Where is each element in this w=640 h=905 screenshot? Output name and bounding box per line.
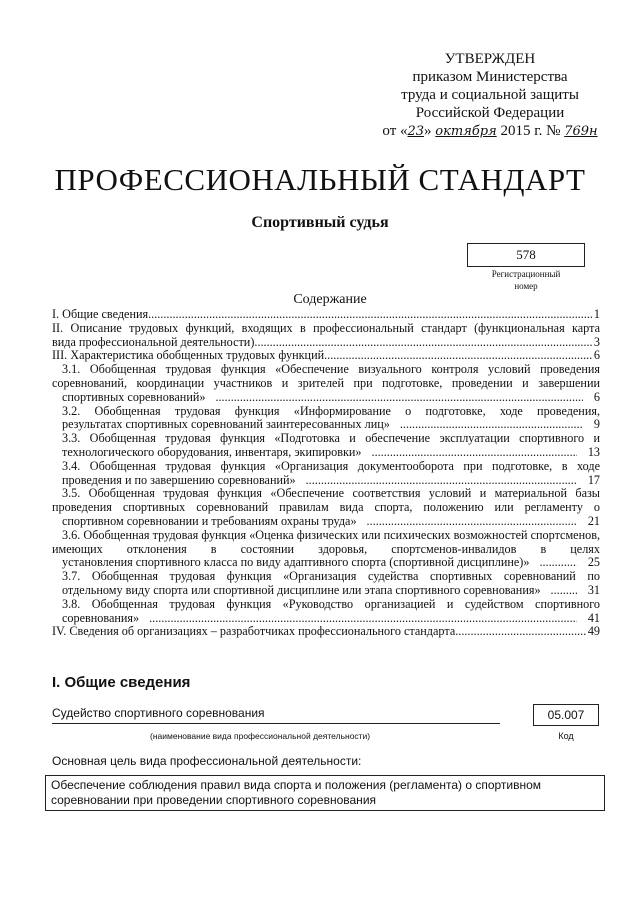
toc-entry[interactable] [52, 625, 600, 639]
approval-line-2: приказом Министерства [412, 69, 568, 85]
toc-leader-dots [541, 584, 577, 598]
toc-entry[interactable] [52, 363, 600, 404]
toc-entry-last-line [52, 308, 600, 322]
toc-leader-dots [390, 418, 583, 432]
toc-entry-title: соревнования» [62, 611, 140, 625]
toc-title: Содержание [293, 292, 367, 307]
toc-entry[interactable] [52, 570, 600, 598]
toc-leader-dots [357, 515, 577, 529]
toc-leader-dots [362, 446, 577, 460]
toc-page-number: 41 [587, 610, 600, 625]
date-month: октября [435, 124, 497, 139]
approval-stamp [360, 50, 620, 141]
toc-page-number: 13 [587, 444, 600, 459]
toc-page-number: 31 [587, 582, 600, 597]
toc-entry-title: вида профессиональной деятельности) [52, 335, 255, 349]
toc-entry-text: 3.4. Обобщенная трудовая функция «Организация документооборота при подготовке, в ходе [62, 458, 600, 473]
toc-entry-title: проведения и по завершению соревнований» [62, 473, 296, 487]
toc-leader-dots [296, 474, 577, 488]
toc-entry-title: отдельному виду спорта или спортивной дисциплине или этапа спортивного соревнования» [62, 583, 541, 597]
toc-entry[interactable] [52, 349, 600, 363]
toc-entry-title: I. Общие сведения [52, 308, 149, 321]
activity-name-label: (наименование вида профессиональной деятельности) [150, 731, 371, 741]
toc-entry-text: 3.8. Обобщенная трудовая функция «Руководство организацией и судейством спортивного [62, 596, 600, 611]
toc-entry-title: результатах спортивных соревнований заинтересованных лиц» [62, 418, 390, 432]
toc-page-number: 3 [593, 334, 600, 349]
toc-entry-title: IV. Сведения об организациях – разработчиках профессионального стандарта [52, 625, 456, 639]
goal-text-box: Обеспечение соблюдения правил вида спорта и положения (регламента) о спортивном соревновании при проведении спортивного соревнования [45, 775, 605, 811]
toc-entry[interactable] [52, 322, 600, 350]
toc-page-number: 21 [587, 513, 600, 528]
toc-entry-last-line [52, 474, 600, 488]
toc-page-number: 49 [587, 624, 600, 639]
activity-code-label: Код [558, 731, 574, 741]
toc-leader-dots [139, 612, 577, 626]
toc-entry-text: 3.1. Обобщенная трудовая функция «Обеспечение визуального контроля условий проведения соревнований, координации участников и зрителей при подготовке, проведении и завершении [52, 362, 600, 390]
date-day: 23 [407, 124, 425, 139]
date-prefix: от « [382, 123, 408, 139]
toc-leader-dots [529, 556, 576, 570]
toc-entry-title: спортивном соревновании и требованиям охраны труда» [62, 514, 357, 528]
toc-entry-last-line [52, 446, 600, 460]
toc-page-number: 17 [587, 472, 600, 487]
toc-page-number: 1 [593, 307, 600, 321]
toc-leader-dots [205, 391, 582, 405]
toc-leader-dots [148, 308, 593, 322]
page-title: ПРОФЕССИОНАЛЬНЫЙ СТАНДАРТ [54, 162, 586, 197]
toc-entry[interactable] [52, 598, 600, 626]
registration-number-label: Регистрационный номер [491, 269, 561, 291]
toc-page-number: 25 [587, 555, 600, 570]
registration-number-box: 578 [467, 243, 585, 267]
standard-name: Спортивный судья [251, 214, 389, 231]
toc-leader-dots [254, 336, 593, 350]
toc-entry-text: II. Описание трудовых функций, входящих в профессиональный стандарт (функциональная карта [52, 320, 600, 335]
toc-entry-title: технологического оборудования, инвентаря, экипировки» [62, 445, 362, 459]
goal-label: Основная цель вида профессиональной деятельности: [52, 754, 362, 768]
toc-entry[interactable] [52, 405, 600, 433]
toc-leader-dots [455, 625, 587, 639]
approval-line-4: Российской Федерации [415, 105, 565, 121]
order-number: 769н [564, 124, 598, 139]
toc-entry-title: III. Характеристика обобщенных трудовых функций [52, 349, 325, 363]
toc-leader-dots [324, 349, 593, 363]
date-year: 2015 г. № [500, 123, 561, 139]
toc-entry-last-line [52, 625, 600, 639]
toc-entry-title: спортивных соревнований» [62, 390, 206, 404]
toc-entry-text: 3.2. Обобщенная трудовая функция «Информирование о подготовке, ходе проведения, [62, 403, 600, 418]
toc-entry[interactable] [52, 529, 600, 570]
approval-date [360, 122, 620, 141]
approval-line-1: УТВЕРЖДЕН [444, 51, 536, 67]
activity-name-field: Судейство спортивного соревнования [52, 706, 500, 724]
section-heading: I. Общие сведения [52, 674, 191, 691]
toc-entry-text: 3.5. Обобщенная трудовая функция «Обеспечение соответствия условий и материальной базы проведения спортивных соревнований правилам вида спорта, положению или регламенту о [52, 486, 600, 515]
toc-entry-last-line [52, 612, 600, 626]
table-of-contents [52, 308, 600, 639]
toc-page-number: 9 [593, 417, 600, 432]
toc-entry[interactable] [52, 432, 600, 460]
toc-entry[interactable] [52, 487, 600, 528]
toc-entry-last-line [52, 556, 600, 570]
toc-entry-last-line [52, 349, 600, 363]
toc-entry-last-line [52, 515, 600, 529]
toc-entry-last-line [52, 336, 600, 350]
toc-page-number: 6 [593, 389, 600, 404]
activity-code-box: 05.007 [533, 704, 599, 726]
toc-entry-title: установления спортивного класса по виду адаптивного спорта (спортивной дисциплине)» [62, 556, 530, 570]
toc-entry-last-line [52, 391, 600, 405]
toc-entry-text: 3.6. Обобщенная трудовая функция «Оценка физических или психических возможностей спортсменов, имеющих отклонения в состоянии здоровья, спортсменов-инвалидов в целях [52, 527, 600, 556]
toc-entry[interactable] [52, 460, 600, 488]
toc-entry-text: 3.7. Обобщенная трудовая функция «Организация судейства спортивных соревнований по [62, 569, 600, 584]
approval-line-3: труда и социальной защиты [401, 87, 579, 103]
toc-entry-last-line [52, 418, 600, 432]
toc-page-number: 6 [593, 348, 600, 363]
toc-entry-text: 3.3. Обобщенная трудовая функция «Подготовка и обеспечение эксплуатации спортивного и [62, 431, 600, 446]
date-mid: » [424, 123, 432, 139]
toc-entry[interactable] [52, 308, 600, 322]
toc-entry-last-line [52, 584, 600, 598]
